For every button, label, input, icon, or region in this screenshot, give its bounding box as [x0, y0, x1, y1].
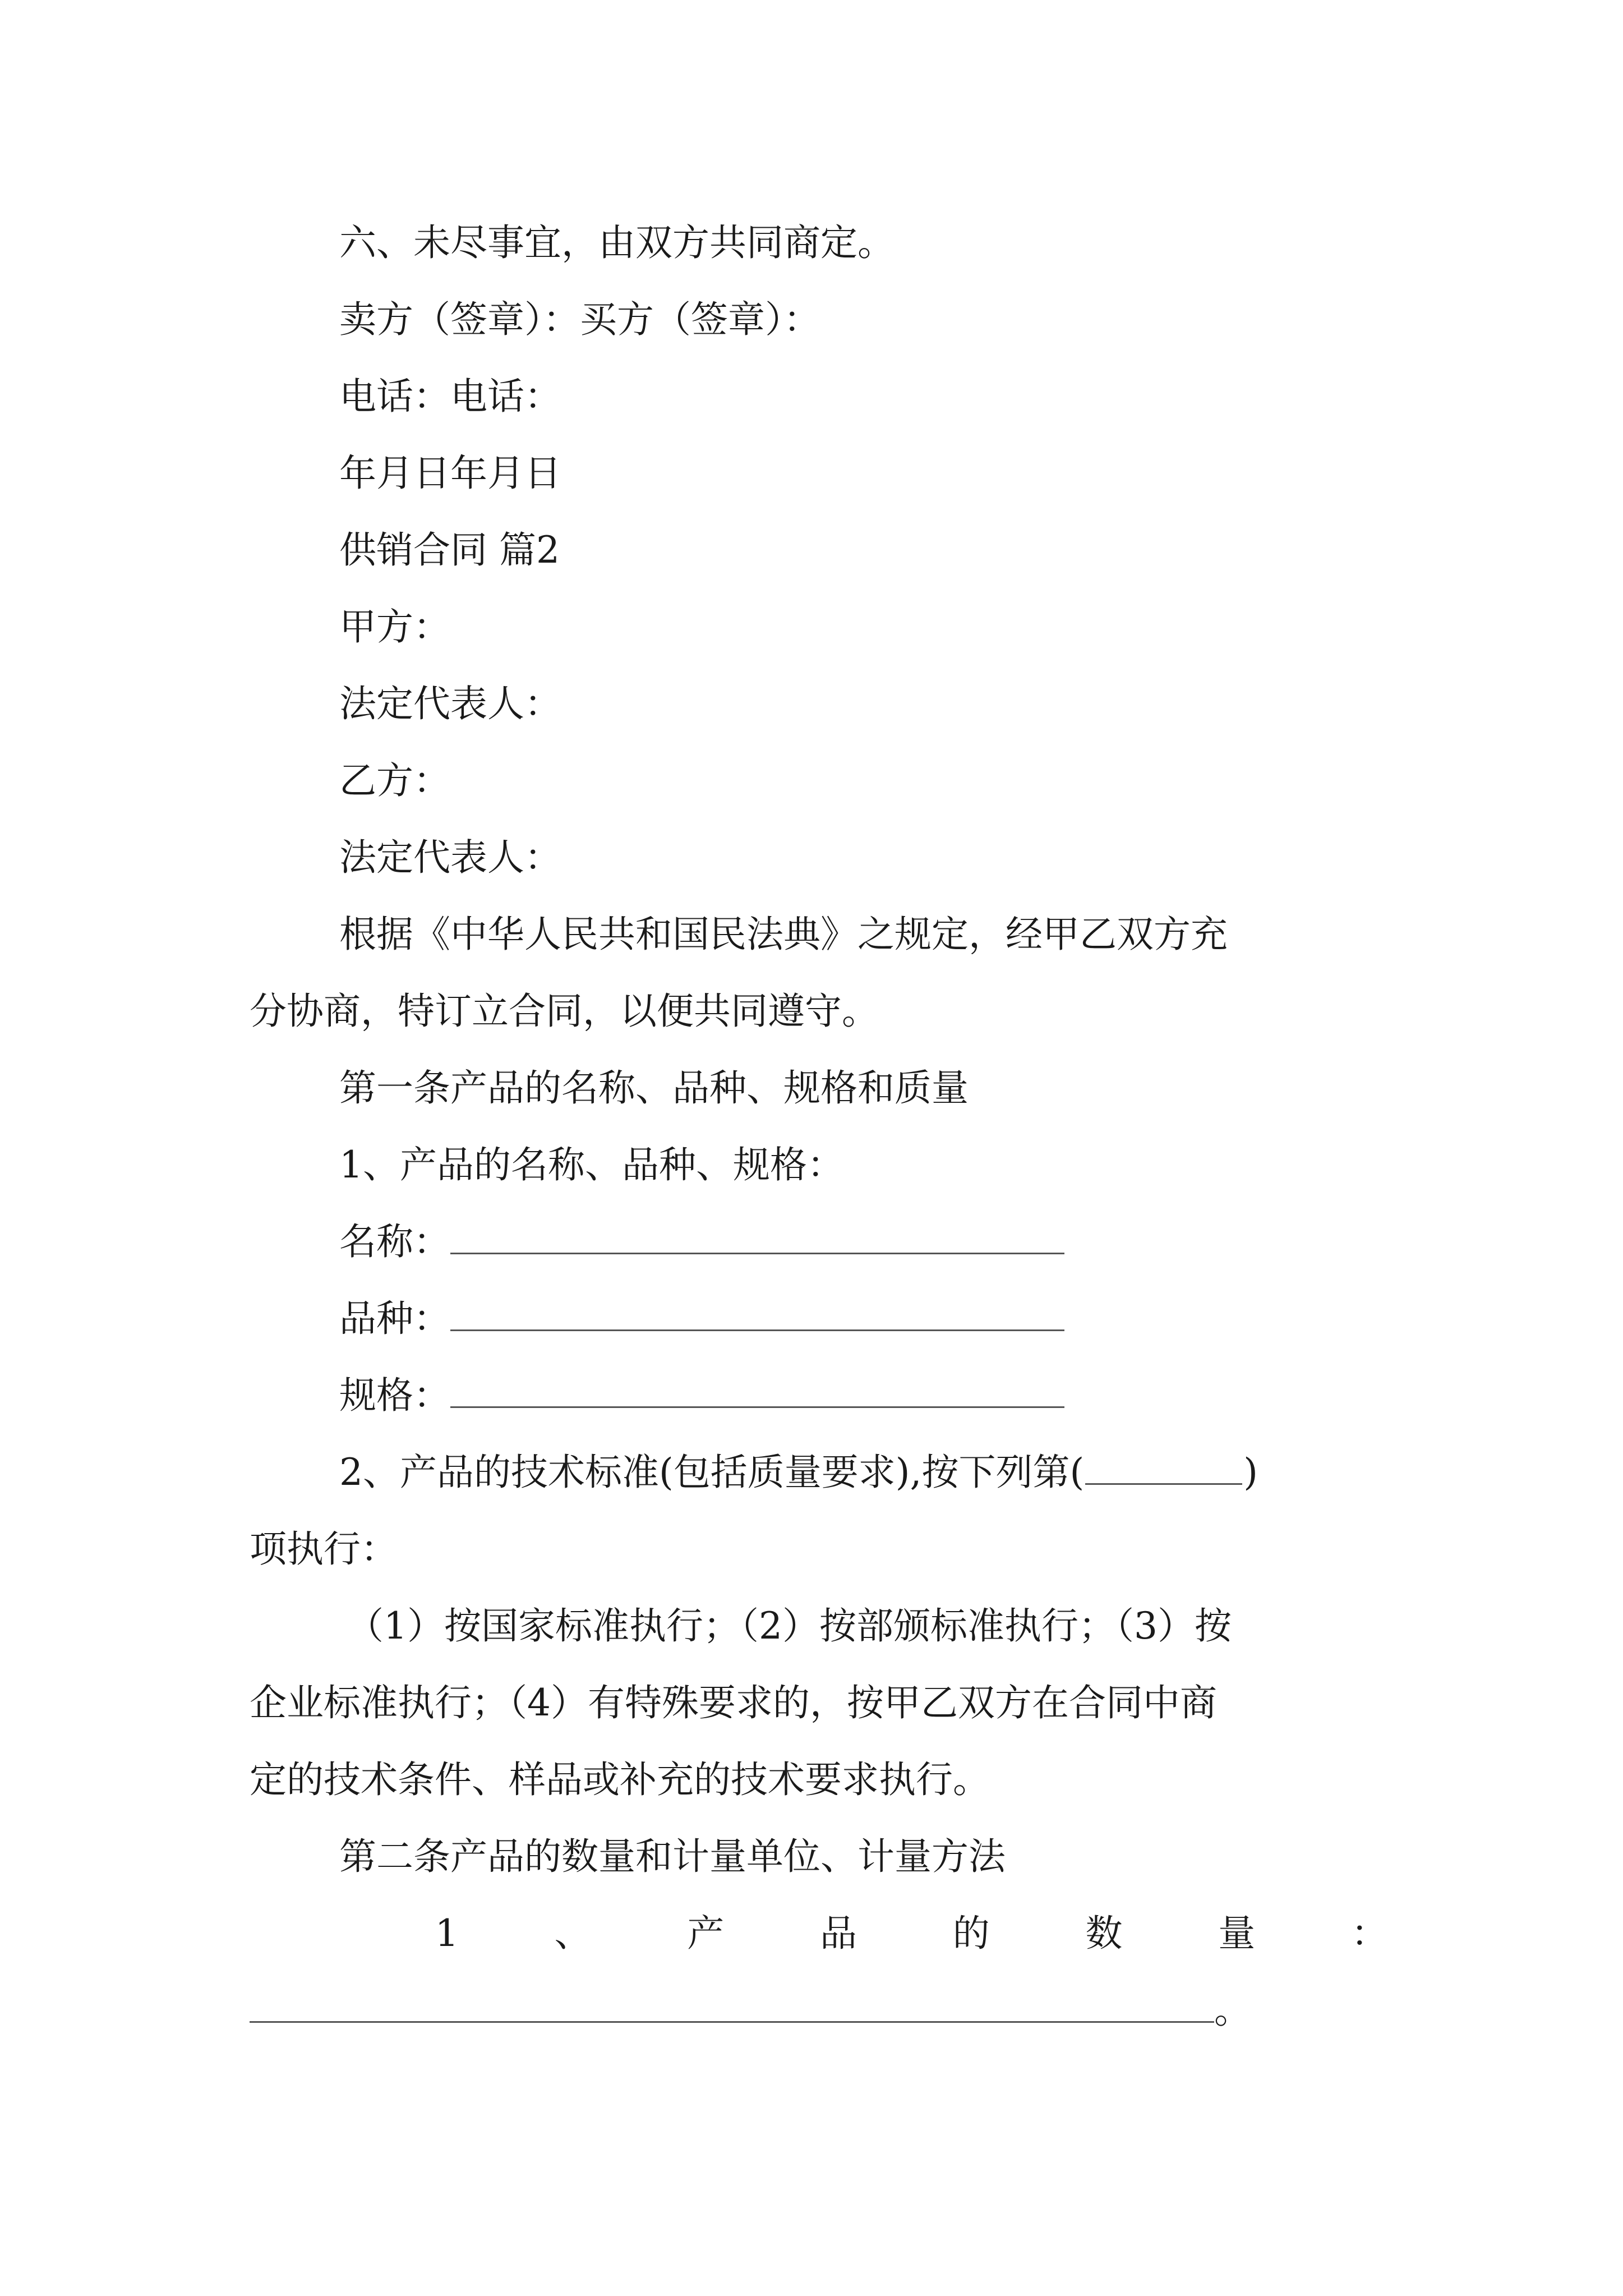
quantity-char: 的 [952, 1912, 990, 1955]
article-one-title: 第一条产品的名称、品种、规格和质量 [339, 1066, 969, 1110]
quantity-char: 产 [687, 1912, 725, 1955]
spec-field-row [339, 1374, 1064, 1417]
seller-buyer-signature: 卖方（签章）：买方（签章）： [339, 298, 820, 341]
name-blank-line [450, 1223, 1064, 1254]
quantity-label-row [250, 1912, 1388, 1955]
technical-standard-blank [1085, 1454, 1242, 1485]
standards-line-1: （1）按国家标准执行；（2）按部颁标准执行；（3）按 [347, 1604, 1232, 1648]
quantity-char: 数 [1085, 1912, 1123, 1955]
quantity-blank-row [250, 1989, 1251, 2032]
variety-blank-line [450, 1300, 1064, 1331]
party-b-representative: 法定代表人： [339, 836, 561, 879]
variety-field-label: 品种： [339, 1297, 450, 1340]
quantity-char: 品 [820, 1912, 857, 1955]
spec-blank-line [450, 1377, 1064, 1408]
quantity-char: ： [1351, 1912, 1388, 1955]
contract-heading: 供销合同 篇2 [339, 528, 560, 572]
variety-field-row [339, 1297, 1064, 1340]
quantity-char: 量 [1218, 1912, 1256, 1955]
standards-line-2: 企业标准执行；（4）有特殊要求的，按甲乙双方在合同中商 [250, 1681, 1217, 1724]
phone-line: 电话：电话： [339, 375, 561, 418]
quantity-char: 、 [554, 1912, 592, 1955]
date-line: 年月日年月日 [339, 452, 561, 495]
name-field-label: 名称： [339, 1220, 450, 1263]
article-one-item-one: 1、产品的名称、品种、规格： [339, 1143, 844, 1186]
quantity-blank-line [250, 1992, 1214, 2023]
party-a-representative: 法定代表人： [339, 682, 561, 725]
quantity-end-mark: 。 [1214, 1989, 1251, 2032]
preamble-line-1: 根据《中华人民共和国民法典》之规定，经甲乙双方充 [339, 913, 1228, 956]
clause-six: 六、未尽事宜，由双方共同商定。 [339, 221, 895, 264]
preamble-line-2: 分协商，特订立合同，以便共同遵守。 [250, 990, 879, 1033]
spec-field-label: 规格： [339, 1374, 450, 1417]
technical-standard-row [339, 1451, 1258, 1494]
party-b-label: 乙方： [339, 759, 450, 802]
party-a-label: 甲方： [339, 605, 450, 648]
technical-standard-text: 2、产品的技术标准(包括质量要求),按下列第( [339, 1451, 1085, 1494]
name-field-row [339, 1220, 1064, 1263]
technical-standard-continuation: 项执行： [250, 1527, 398, 1571]
standards-line-3: 定的技术条件、样品或补充的技术要求执行。 [250, 1758, 990, 1801]
technical-standard-close: ) [1243, 1451, 1258, 1494]
quantity-char: 1 [435, 1912, 459, 1955]
article-two-title: 第二条产品的数量和计量单位、计量方法 [339, 1835, 1006, 1878]
